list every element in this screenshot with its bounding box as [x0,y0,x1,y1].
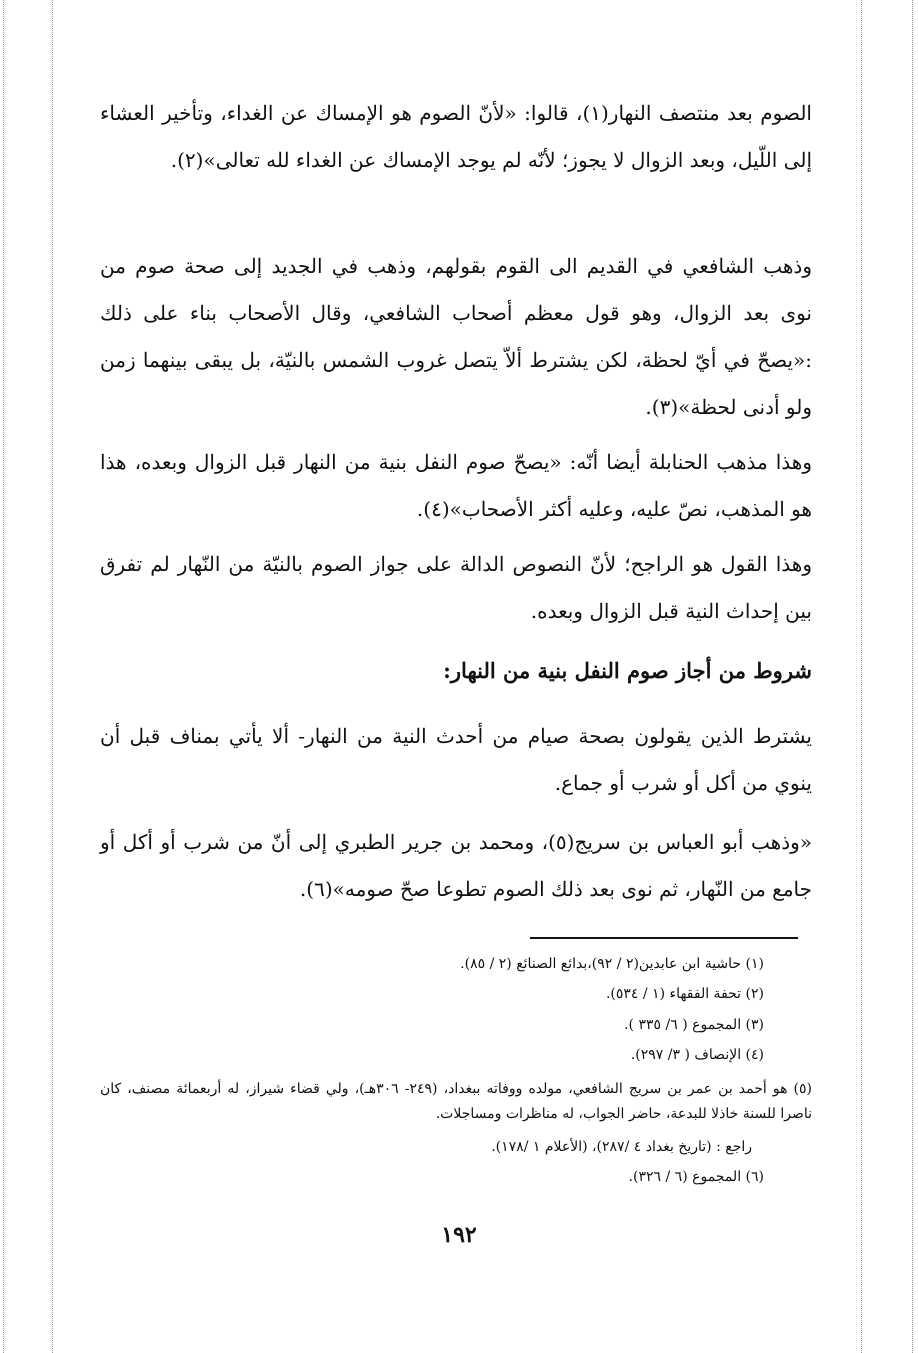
footnote [100,980,780,1008]
scan-guide-line [861,0,862,1353]
section-heading: شروط من أجاز صوم النفل بنية من النهار: [443,658,812,683]
paragraph: «وذهب أبو العباس بن سريج(٥)، ومحمد بن جرير الطبري إلى أنّ من شرب أو أكل أو جامع من النّهار، ثم نوى بعد ذلك الصوم تطوعا صحّ صومه»(٦). [100,830,812,901]
scan-guide-line [3,0,4,1353]
scan-guide-line [52,0,53,1353]
page-number: ١٩٢ [441,1222,477,1248]
footnote-text: راجع : (تاريخ بغداد ٤ /٢٨٧)، (الأعلام ١ /١٧٨). [491,1139,752,1155]
paragraph: وذهب الشافعي في القديم الى القوم بقولهم، وذهب في الجديد إلى صحة صوم من نوى بعد الزوال، وهو قول معظم أصحاب الشافعي، وقال الأصحاب بناء على ذلك :«يصحّ في أيّ لحظة، لكن يشترط ألاّ يتصل غروب الشمس بالنيّة، بل يبقى بينهما زمن ولو أدنى لحظة»(٣). [100,254,812,419]
footnote-text: (٢) تحفة الفقهاء (١ / ٥٣٤). [605,986,764,1002]
paragraph: وهذا القول هو الراجح؛ لأنّ النصوص الدالة على جواز الصوم بالنيّة من النّهار لم تفرق بين إحداث النية قبل الزوال وبعده. [100,552,812,623]
footnote [100,1041,780,1069]
paragraph: يشترط الذين يقولون بصحة صيام من أحدث النية من النهار- ألا يأتي بمناف قبل أن ينوي من أكل أو شرب أو جماع. [100,724,812,795]
footnote-text: (٤) الإنصاف ( ٣/ ٢٩٧). [630,1047,764,1063]
footnote-text: (١) حاشية ابن عابدين(٢ / ٩٢)،بدائع الصنائع (٢ / ٨٥). [460,956,764,972]
footnote [100,950,780,978]
footnote [100,1133,780,1161]
paragraph: وهذا مذهب الحنابلة أيضا أنّه: «يصحّ صوم النفل بنية من النهار قبل الزوال وبعده، هذا هو المذهب، نصّ عليه، وعليه أكثر الأصحاب»(٤). [100,450,812,521]
footnote-text: (٦) المجموع (٦ / ٣٢٦). [628,1169,764,1185]
footnote [100,1011,780,1039]
paragraph: الصوم بعد منتصف النهار(١)، قالوا: «لأنّ الصوم هو الإمساك عن الغداء، وتأخير العشاء إلى اللّيل، وبعد الزوال لا يجوز؛ لأنّه لم يوجد الإمساك عن الغداء لله تعالى»(٢). [100,101,812,172]
footnote: (٥) هو أحمد بن عمر بن سريج الشافعي، مولده ووفاته ببغداد، (٢٤٩- ٣٠٦هـ)، ولي قضاء شيراز، له أربعمائة مصنف، كان ناصرا للسنة خاذلا للبدعة، حاضر الجواب، له مناظرات ومساجلات. [100,1081,812,1122]
footnote [100,1163,780,1191]
footnote-text: (٣) المجموع ( ٦/ ٣٣٥ ). [624,1017,764,1033]
scan-guide-line [912,0,913,1353]
footnote-separator [530,937,798,939]
